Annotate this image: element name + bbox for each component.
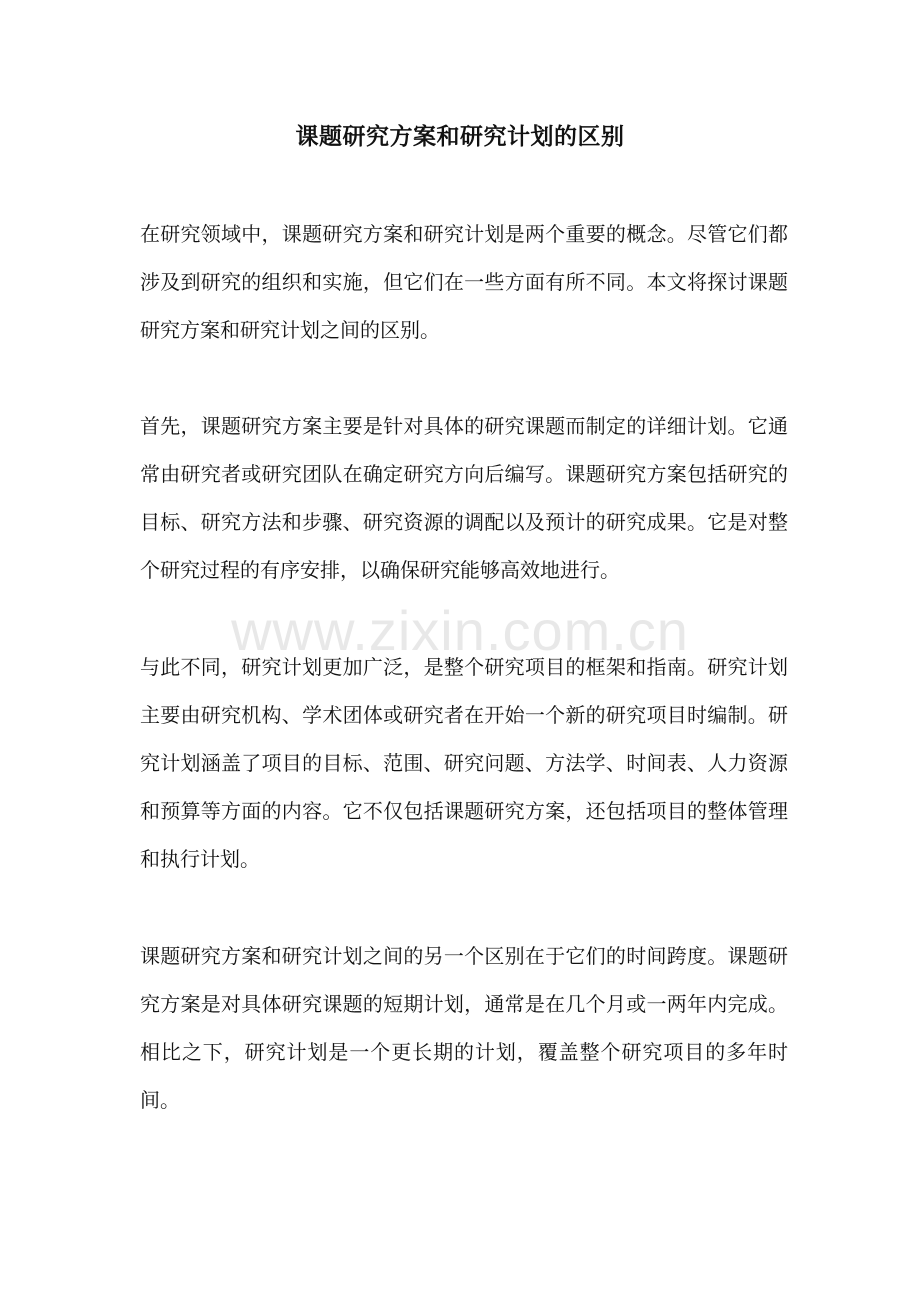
paragraph-time-span: 课题研究方案和研究计划之间的另一个区别在于它们的时间跨度。课题研究方案是对具体研究课题的短期计划，通常是在几个月或一两年内完成。相比之下，研究计划是一个更长期的计划，覆盖整个研究项目的多年时间。	[140, 944, 788, 1112]
watermark: www.zixin.com.cn	[231, 599, 689, 662]
document-title: 课题研究方案和研究计划的区别	[295, 123, 625, 150]
paragraph-intro: 在研究领域中，课题研究方案和研究计划是两个重要的概念。尽管它们都涉及到研究的组织和实施，但它们在一些方面有所不同。本文将探讨课题研究方案和研究计划之间的区别。	[140, 222, 788, 342]
paragraph-research-proposal: 首先，课题研究方案主要是针对具体的研究课题而制定的详细计划。它通常由研究者或研究团队在确定研究方向后编写。课题研究方案包括研究的目标、研究方法和步骤、研究资源的调配以及预计的研究成果。它是对整个研究过程的有序安排，以确保研究能够高效地进行。	[140, 414, 788, 582]
paragraph-research-plan: 与此不同，研究计划更加广泛，是整个研究项目的框架和指南。研究计划主要由研究机构、学术团体或研究者在开始一个新的研究项目时编制。研究计划涵盖了项目的目标、范围、研究问题、方法学、时间表、人力资源和预算等方面的内容。它不仅包括课题研究方案，还包括项目的整体管理和执行计划。	[140, 655, 788, 871]
